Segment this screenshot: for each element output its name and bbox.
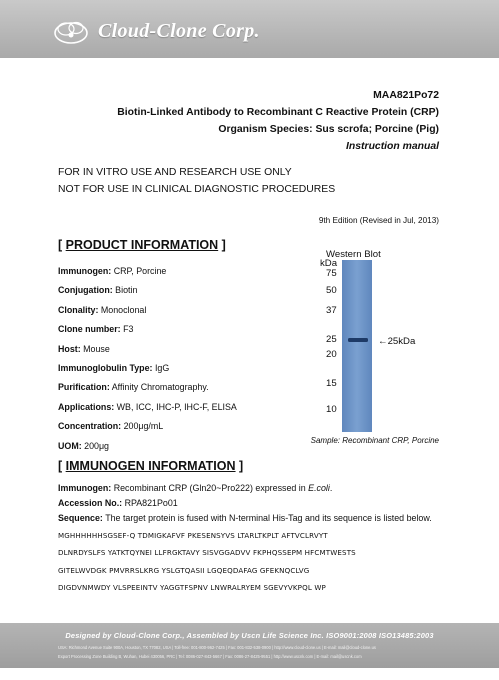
marker-label-10: 10 [326,404,337,415]
prop-applications [58,398,237,417]
prop-key: Host: [58,343,81,354]
prop-key: Conjugation: [58,285,113,296]
prop-key: UOM: [58,440,82,451]
bracket-open: [ [58,459,66,473]
prop-value: 200μg [81,440,109,451]
footer-usa-address: USA: Richmond Avenue Suite 900A, Houston, TX 77082, USA | Toll-free: 001-800-962-7425 | Fax: 001-832-538-0900 | http://www.cloud-clone.us | E-mail: mail@cloud-clone.us [58,645,376,650]
brand-name: Cloud-Clone Corp. [98,19,260,42]
product-information-heading [58,238,226,252]
prop-host [58,340,237,359]
prop-value: Biotin [112,285,138,296]
notice-research-only: FOR IN VITRO USE AND RESEARCH USE ONLY [58,167,292,178]
accession-line [58,496,442,511]
sequence-line: DIGDVNMWDY VLSPEEINTV YAGGTFSPNV LNWRALRYEM SGEVYVKPQL WP [58,583,326,593]
accession-value: RPA821Po01 [122,498,178,509]
usage-notice [58,164,335,198]
sequence-line: GITELWVDGK PMVRRSLKRG YSLGTQASII LGQEQDAFAG GFEKNQCLVG [58,565,310,575]
band-size-label: ←25kDa [378,336,416,347]
prop-value: F3 [120,324,134,335]
organism-species: Organism Species: Sus scrofa; Porcine (Pig) [218,124,439,135]
prop-concentration [58,417,237,436]
sequence-intro [58,511,442,526]
marker-label-15: 15 [326,378,337,389]
prop-value: 200μg/mL [121,421,164,432]
immunogen-line [58,481,442,496]
immunogen-value: Recombinant CRP (Gln20~Pro222) expressed in [111,483,309,493]
immunogen-information-title: IMMUNOGEN INFORMATION [65,459,236,473]
prop-conjugation [58,281,237,300]
marker-labels [326,268,337,415]
immunogen-details [58,481,442,597]
marker-label-50: 50 [326,285,337,296]
blot-lane [342,260,372,432]
western-blot-unit: kDa [320,258,338,269]
prop-value: Monoclonal [98,304,147,315]
prop-immunogen [58,262,237,281]
western-blot-title: Western Blot [326,249,381,260]
immunogen-information-heading [58,459,243,473]
immunogen-key: Immunogen: [58,483,112,493]
prop-clone-number [58,320,237,339]
prop-uom [58,437,237,456]
prop-value: CRP, Porcine [111,266,167,276]
western-blot-image [300,258,440,434]
footer-china-address: Export Processing Zone Building B, Wuhan, Hubei 430056, PRC | Tel: 0086-027-843-5667 | Fax: 0086-27-8425-9551 | http://www.uscnk.com | E-mail: mail@uscnk.com [58,654,362,659]
product-information-title: PRODUCT INFORMATION [65,238,219,252]
marker-label-37: 37 [326,305,337,316]
immunogen-end: . [329,483,333,493]
prop-key: Concentration: [58,421,122,432]
title-block [117,87,439,155]
prop-immunoglobulin-type [58,359,237,378]
prop-clonality [58,301,237,320]
catalog-number: MAA821Po72 [373,90,439,101]
prop-key: Immunoglobulin Type: [58,362,153,373]
prop-key: Clone number: [58,324,121,335]
manual-label: Instruction manual [346,141,439,152]
marker-label-25: 25 [326,334,337,345]
sequence-value: The target protein is fused with N-terminal His-Tag and its sequence is listed below. [102,513,432,524]
product-name: Biotin-Linked Antibody to Recombinant C Reactive Protein (CRP) [117,107,439,118]
marker-label-20: 20 [326,349,337,360]
prop-purification [58,378,237,397]
bracket-close: ] [218,238,226,252]
header-band [0,0,499,58]
prop-key: Purification: [58,382,110,393]
edition-note: 9th Edition (Revised in Jul, 2013) [318,216,439,225]
product-properties [58,262,237,456]
prop-value: Affinity Chromatography. [109,382,209,393]
prop-value: IgG [152,362,170,373]
sequence-line: DLNRDYSLFS YATKTQYNEI LLFRGKTAVY SISVGGADVV FKPHQSSEPM HFCMTWESTS [58,548,356,558]
prop-value: WB, ICC, IHC-P, IHC-F, ELISA [114,401,237,412]
cloud-logo-icon [52,16,90,46]
prop-key: Applications: [58,401,115,412]
sequence-line: MGHHHHHHSGSEF-Q TDMIGKAFVF PKESENSYVS LTARLTKPLT AFTVCLRVYT [58,530,328,540]
sequence-key: Sequence: [58,513,103,524]
prop-key: Immunogen: [58,266,112,276]
bracket-open: [ [58,238,66,252]
notice-not-clinical: NOT FOR USE IN CLINICAL DIAGNOSTIC PROCEDURES [58,184,336,195]
western-blot-caption: Sample: Recombinant CRP, Porcine [310,436,439,445]
prop-value: Mouse [80,343,110,354]
bracket-close: ] [235,459,244,473]
brand-logo [52,14,260,48]
prop-key: Clonality: [58,304,99,315]
footer-credits: Designed by Cloud-Clone Corp., Assembled by Uscn Life Science Inc. ISO9001:2008 ISO13485:2003 [65,631,434,640]
marker-label-75: 75 [326,268,337,279]
blot-band [348,338,368,342]
accession-key: Accession No.: [58,498,123,509]
immunogen-host: E.coli [308,483,330,493]
